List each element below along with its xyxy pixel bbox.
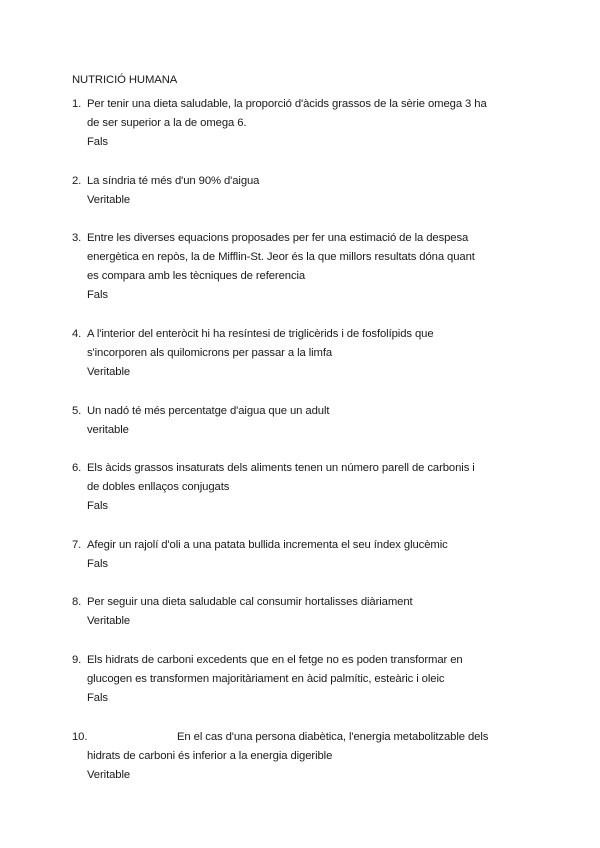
question-number: 6.: [72, 462, 82, 474]
question-number: 3.: [72, 232, 82, 244]
answer-text: Fals: [87, 500, 108, 512]
question-text-line: Els àcids grassos insaturats dels aliments tenen un número parell de carbonis i: [87, 462, 475, 474]
question-9: [72, 651, 532, 708]
question-text-line: glucogen es transformen majoritàriament en àcid palmític, esteàric i oleic: [87, 673, 445, 685]
question-10: [72, 728, 532, 785]
question-text-line: Un nadó té més percentatge d'aigua que un adult: [87, 405, 330, 417]
question-text-line: hidrats de carboni és inferior a la energia digerible: [87, 750, 333, 762]
question-number: 4.: [72, 328, 82, 340]
answer-text: Veritable: [87, 366, 131, 378]
answer-text: Veritable: [87, 769, 131, 781]
question-5: [72, 402, 532, 440]
question-text-line: energètica en repòs, la de Mifflin-St. Jeor és la que millors resultats dóna quant: [87, 251, 475, 263]
question-number: 2.: [72, 175, 82, 187]
answer-text: Fals: [87, 692, 108, 704]
question-number: 8.: [72, 596, 82, 608]
question-8: [72, 593, 532, 631]
question-text-line: es compara amb les tècniques de referencia: [87, 270, 306, 282]
question-number: 5.: [72, 405, 82, 417]
question-text-line: La síndria té més d'un 90% d'aigua: [87, 175, 260, 187]
answer-text: Fals: [87, 289, 108, 301]
question-number: 7.: [72, 539, 82, 551]
question-text-line: Els hidrats de carboni excedents que en el fetge no es poden transformar en: [87, 654, 463, 666]
question-text-line: s'incorporen als quilomicrons per passar a la limfa: [87, 347, 333, 359]
question-text-line: de dobles enllaços conjugats: [87, 481, 230, 493]
page-title: NUTRICIÓ HUMANA: [72, 74, 178, 86]
question-text-line: Per seguir una dieta saludable cal consumir hortalisses diàriament: [87, 596, 413, 608]
question-text-line: Per tenir una dieta saludable, la proporció d'àcids grassos de la sèrie omega 3 ha: [87, 98, 487, 110]
question-number: 10.: [72, 731, 88, 743]
question-text-line: de ser superior a la de omega 6.: [87, 117, 247, 129]
question-6: [72, 459, 532, 516]
question-number: 1.: [72, 98, 82, 110]
answer-text: Veritable: [87, 615, 131, 627]
answer-text: veritable: [87, 424, 129, 436]
question-1: [72, 95, 532, 152]
question-3: [72, 229, 532, 305]
question-text-line: A l'interior del enteròcit hi ha resíntesi de triglicèrids i de fosfolípids que: [87, 328, 434, 340]
answer-text: Fals: [87, 558, 108, 570]
answer-text: Veritable: [87, 194, 131, 206]
question-7: [72, 536, 532, 574]
question-number: 9.: [72, 654, 82, 666]
question-text-line: Entre les diverses equacions proposades per fer una estimació de la despesa: [87, 232, 469, 244]
question-text-line: En el cas d'una persona diabètica, l'energia metabolitzable dels: [177, 731, 489, 743]
question-text-line: Afegir un rajolí d'oli a una patata bullida incrementa el seu índex glucèmic: [87, 539, 448, 551]
question-4: [72, 325, 532, 382]
answer-text: Fals: [87, 136, 108, 148]
question-2: [72, 172, 532, 210]
